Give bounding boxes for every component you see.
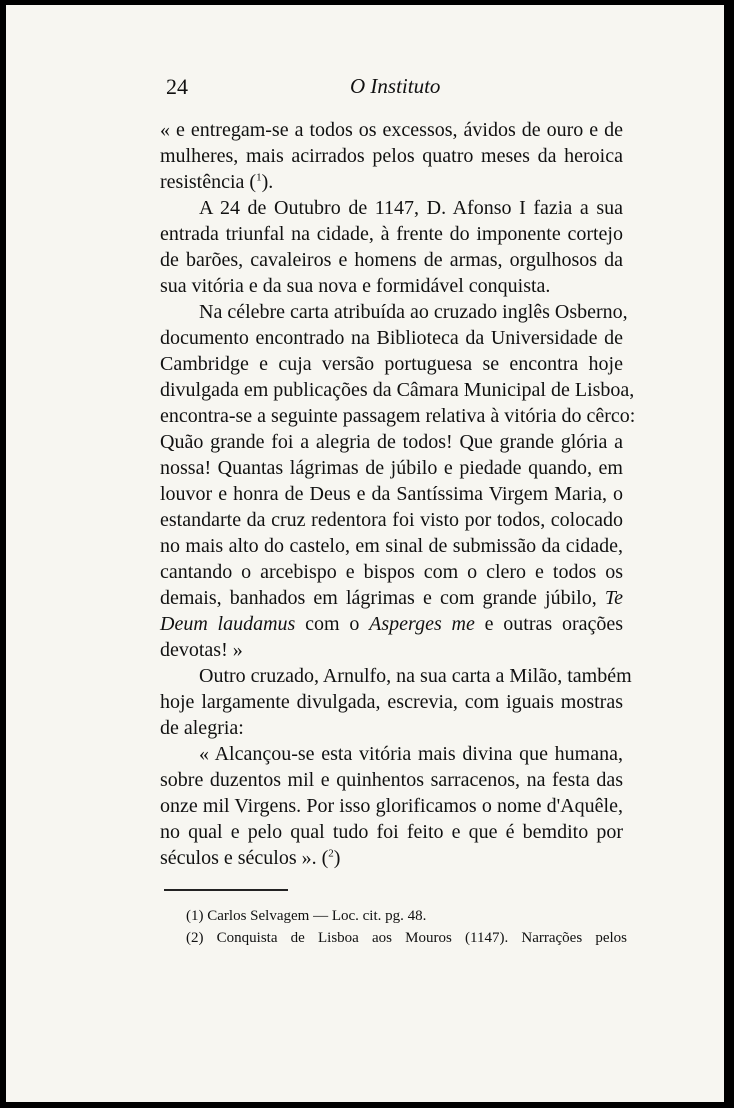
footnote-1 [186,905,627,927]
text-line: cantando o arcebispo e bispos com o clero e todos os [160,561,623,583]
paragraph-1 [160,117,623,195]
italic-text: Te [604,587,623,609]
text-line: no mais alto do castelo, em sinal de submissão da cidade, [160,535,623,557]
text-line: estandarte da cruz redentora foi visto por todos, colocado [160,509,623,531]
text-line: sobre duzentos mil e quinhentos sarracenos, na festa das [160,769,623,791]
italic-text: Asperges me [369,613,475,635]
text-line: documento encontrado na Biblioteca da Universidade de [160,327,623,349]
text-line: A 24 de Outubro de 1147, D. Afonso I fazia a sua [199,197,623,219]
text-line: « e entregam-se a todos os excessos, ávidos de ouro e de [160,119,623,141]
footnote-ref-2: 2 [328,847,334,860]
footnote-text: Carlos Selvagem — Loc. cit. pg. 48. [207,908,427,924]
text-line: divulgada em publicações da Câmara Municipal de Lisboa, [160,379,635,401]
page-number: 24 [166,74,188,99]
text-span: ) [333,847,341,869]
text-line: hoje largamente divulgada, escrevia, com iguais mostras [160,691,623,713]
italic-text: Deum laudamus [160,613,296,635]
footnote-2 [186,927,627,949]
page-header [6,74,724,104]
text-line: Cambridge e cuja versão portuguesa se encontra hoje [160,353,623,375]
text-line [160,611,623,637]
text-span: com o [305,613,360,635]
text-line: Na célebre carta atribuída ao cruzado inglês Osberno, [199,301,628,323]
text-line [160,585,623,611]
footnote-marker: (1) [186,908,204,924]
text-line: encontra-se a seguinte passagem relativa à vitória do cêrco: [160,405,636,427]
text-line: mulheres, mais acirrados pelos quatro meses da heroica [160,145,623,167]
footnote-marker: (2) [186,930,204,946]
text-line [160,169,623,195]
text-span: demais, banhados em lágrimas e com grande júbilo, [160,587,597,609]
paragraph-2 [160,195,623,299]
text-line: louvor e honra de Deus e da Santíssima Virgem Maria, o [160,483,623,505]
text-line: no qual e pelo qual tudo foi feito e que é bemdito por [160,821,623,843]
text-line [160,845,623,871]
footnote-text: Conquista de Lisboa aos Mouros (1147). Narrações pelos [216,930,627,946]
text-line: « Alcançou-se esta vitória mais divina que humana, [199,743,623,765]
paragraph-5-quote [160,741,623,871]
text-line: devotas! » [160,639,243,661]
text-line: sua vitória e da sua nova e formidável conquista. [160,275,551,297]
body-text [160,117,636,871]
text-span: resistência ( [160,171,257,193]
text-span: ). [261,171,274,193]
footnote-ref-1: 1 [256,171,262,184]
book-page [6,5,724,1102]
running-title: O Instituto [350,74,441,98]
text-line: entrada triunfal na cidade, à frente do imponente cortejo [160,223,623,245]
text-line: de alegria: [160,717,244,739]
text-line: nossa! Quantas lágrimas de júbilo e piedade quando, em [160,457,623,479]
text-span: séculos e séculos ». ( [160,847,329,869]
paragraph-4 [160,663,632,741]
footnotes [186,905,627,949]
text-line: de barões, cavaleiros e homens de armas, orgulhosos da [160,249,623,271]
text-line: Quão grande foi a alegria de todos! Que grande glória a [160,431,623,453]
paragraph-3 [160,299,636,663]
text-line: onze mil Virgens. Por isso glorificamos o nome d'Aquêle, [160,795,623,817]
text-line: Outro cruzado, Arnulfo, na sua carta a Milão, também [199,665,632,687]
text-span: e outras orações [484,613,624,635]
footnote-separator [164,889,288,891]
